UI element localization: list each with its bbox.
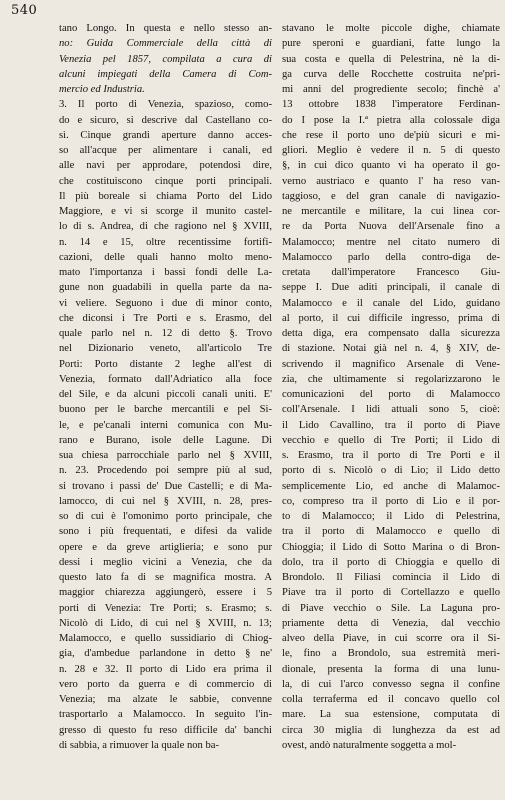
text-line: Malamocco parlo della contro-diga de-: [282, 251, 500, 263]
text-line: che costituiscono cinque porti principali.: [59, 175, 272, 187]
text-line: che diconsi i Tre Porti e s. Erasmo, del: [59, 312, 272, 324]
text-line: coll'Arsenale. I lidi attuali sono 5, cioè:: [282, 404, 500, 416]
text-line: Malamocco; mentre nel citato numero di: [282, 236, 500, 248]
text-line: co, compreso tra il porto di Lio e il por-: [282, 495, 500, 507]
text-line: s. Erasmo, tra il porto di Tre Porti e il: [282, 450, 500, 461]
text-line: detta diga, era compensato dalla sicurezza: [282, 328, 500, 339]
text-line: Venezia; ma alzate le sabbie, convenne: [59, 694, 272, 705]
text-line: §, in cui dico quanto vi ha operato il go-: [282, 160, 500, 172]
text-line: tano Longo. In questa e nello stesso an-: [59, 23, 272, 34]
text-line: lamocco, di cui nel § XVIII, n. 28, pres-: [59, 495, 272, 507]
text-line: Porti: Porto distante 2 leghe all'est di: [59, 358, 272, 370]
text-line: to di Malamocco; il Lido di Pelestrina,: [282, 511, 500, 522]
text-line: dolo, tra il porto di Chioggia e quello di: [282, 556, 500, 568]
text-line: ovest, andò naturalmente soggetta a mol-: [282, 739, 457, 751]
text-line: la, di cui l'arco convesso segna il confine: [282, 678, 500, 690]
text-line: mare. La sua estensione, computata di: [282, 709, 500, 721]
text-line: sua costa e quella di Pelestrina, nè la di-: [282, 53, 500, 65]
text-line: comunicazioni del porto di Malamocco: [282, 389, 500, 400]
text-line: no: Guida Commerciale della città di: [59, 38, 272, 50]
text-line: porto di s. Nicolò o di Lio; il Lido detto: [282, 465, 500, 477]
text-line: 3. Il porto di Venezia, spazioso, como-: [59, 99, 272, 111]
text-line: tra il porto di Malamocco e quello di: [282, 526, 500, 538]
text-line: n. 23. Procedendo poi sempre più al sud,: [59, 465, 272, 477]
text-line: vero porto da guerra e di commercio di: [59, 678, 272, 690]
text-line: si trovano i passi de' Due Castelli; e di Ma-: [59, 480, 272, 492]
text-line: trasportarlo a Malamocco. In seguito l'in-: [59, 709, 272, 721]
text-line: gia, d'ambedue parlandone in detto § ne': [59, 648, 272, 660]
text-line: Malamocco, e quello sussidiario di Chiog-: [59, 633, 272, 644]
text-line: alle navi per approdare, potendosi dire,: [59, 160, 272, 172]
text-line: mercio ed Industria.: [59, 84, 145, 95]
text-line: vi veliere. Seguono i due di minor conto,: [59, 297, 272, 309]
text-line: re da Porta Nuova dell'Arsenale fino a: [282, 221, 500, 233]
text-line: gresso di questo fu reso difficile da' banchi: [59, 724, 272, 736]
text-line: semplicemente Lio, ed anche di Malamoc-: [282, 480, 500, 492]
text-line: Il più boreale si chiama Porto del Lido: [59, 190, 272, 202]
text-line: mato l'importanza i bassi fondi delle La-: [59, 267, 272, 278]
text-line: cretata dall'imperatore Francesco Giu-: [282, 267, 500, 278]
page-number: 540: [11, 3, 38, 18]
text-line: Venezia pel 1857, compilata a cura di: [59, 53, 272, 65]
text-line: quale parlo nel n. 12 di detto §. Trovo: [59, 328, 272, 339]
text-line: di sabbia, a rimuover la quale non ba-: [59, 739, 220, 751]
text-line: sua chiesa parrocchiale parlo nel § XVIII,: [59, 450, 272, 461]
text-line: so all'acque per alimentare i canali, ed: [59, 145, 272, 156]
text-line: dessi i meglio vicini a Venezia, che da: [59, 556, 272, 568]
text-line: porti di Venezia: Tre Porti; s. Erasmo; s.: [59, 602, 272, 614]
text-line: le, e pe'canali interni comunica con Mu-: [59, 419, 272, 431]
text-line: maggior chiarezza aggiungerò, essere i 5: [59, 587, 272, 599]
text-line: pure speroni e guardiani, fatte lungo la: [282, 38, 500, 50]
text-line: lo di s. Andrea, di che ragiono nel § XVIII,: [59, 221, 272, 233]
text-line: n. 14 e 15, oltre recentissime fortifi-: [59, 236, 272, 248]
text-line: so di cui è l'omonimo porto principale, che: [59, 511, 272, 522]
text-line: Chioggia; il Lido di Sotto Marina o di Bron-: [282, 541, 500, 553]
text-line: do e sicuro, si descrive dal Castellano co-: [59, 114, 272, 126]
text-line: gune non guadabili in quella parte da na-: [59, 282, 272, 294]
text-line: Venezia, formato dall'Adriatico alla foce: [59, 373, 272, 385]
text-line: sì. Cinque grandi aperture danno acces-: [59, 129, 272, 141]
text-line: mi anni del progrediente secolo; finchè a': [282, 84, 500, 95]
text-line: ne mercantile e militare, la cui linea cor-: [282, 206, 500, 217]
text-line: vecchio e quello di Tre Porti; il Lido di: [282, 434, 500, 446]
text-line: rano e Burano, isole delle Lagune. Di: [59, 434, 272, 446]
text-line: del Sile, e da alcuni piccoli canali uniti. E': [59, 389, 272, 400]
text-line: Piave tra il porto di Cortellazzo e quello: [282, 587, 500, 599]
text-line: sono i più frequentati, e difesi da valide: [59, 526, 272, 538]
text-line: taggioso, e del gran canale di navigazio-: [282, 190, 500, 202]
text-line: di stazione. Notai già nel n. 4, § XIV, de-: [282, 343, 500, 355]
text-line: cazioni, delle quali hanno molto meno-: [59, 251, 272, 263]
text-line: questo lato fa di se magnifica mostra. A: [59, 572, 272, 583]
text-line: Nicolò di Lido, di cui nel § XVIII, n. 13;: [59, 617, 272, 629]
text-line: di Piave vecchio o Sile. La Laguna pro-: [282, 602, 500, 614]
text-line: Malamocco e il canale del Lido, guidano: [282, 297, 500, 309]
text-line: al porto, il cui difficile ingresso, prima di: [282, 312, 500, 324]
text-line: opere e da greve artiglieria; e sono pur: [59, 541, 272, 553]
text-line: gliori. Meglio è vedere il n. 5 di questo: [282, 145, 500, 156]
right-text-column: [282, 21, 500, 753]
text-line: scrivendo il magnifico Arsenale di Vene-: [282, 358, 500, 370]
text-line: 13 ottobre 1838 l'imperatore Ferdinan-: [282, 99, 500, 111]
text-line: ga curva delle Rocchette costruita ne'pri-: [282, 68, 500, 80]
text-line: verno austriaco e quanto l' ha reso van-: [282, 175, 500, 187]
text-line: buono per le barche mercantili e pel Si-: [59, 404, 272, 416]
text-line: seppe I. Due aditi principali, il canale di: [282, 282, 500, 294]
text-line: che rese il porto uno de'più sicuri e mi-: [282, 129, 500, 141]
left-text-column: [59, 21, 272, 753]
text-line: priamente detta di Venezia, dal vecchio: [282, 617, 500, 629]
text-line: zia, che ultimamente si regolarizzarono le: [282, 373, 500, 385]
text-line: n. 28 e 32. Il porto di Lido era prima il: [59, 663, 272, 675]
text-line: do I pose la I.ª pietra alla colossale diga: [282, 114, 500, 126]
text-line: nel Dizionario veneto, all'articolo Tre: [59, 343, 272, 355]
text-line: alcuni impiegati della Camera di Com-: [59, 68, 272, 80]
text-line: alveo della Piave, in cui scorre ora il Si-: [282, 633, 500, 644]
text-line: circa 30 miglia di lunghezza da est ad: [282, 724, 500, 736]
text-line: stavano le molte piccole dighe, chiamate: [282, 23, 500, 34]
text-line: Maggiore, e vi si scorge il munito castel-: [59, 206, 272, 217]
text-line: le, fino a Brondolo, sua estremità meri-: [282, 648, 500, 660]
text-line: Brondolo. Il Filiasi comincia il Lido di: [282, 572, 500, 583]
text-line: colla terraferma ed il concavo quello col: [282, 694, 500, 705]
text-line: il Lido Cavallino, tra il porto di Piave: [282, 419, 500, 431]
text-line: dionale, presenta la forma di una lunu-: [282, 663, 500, 675]
